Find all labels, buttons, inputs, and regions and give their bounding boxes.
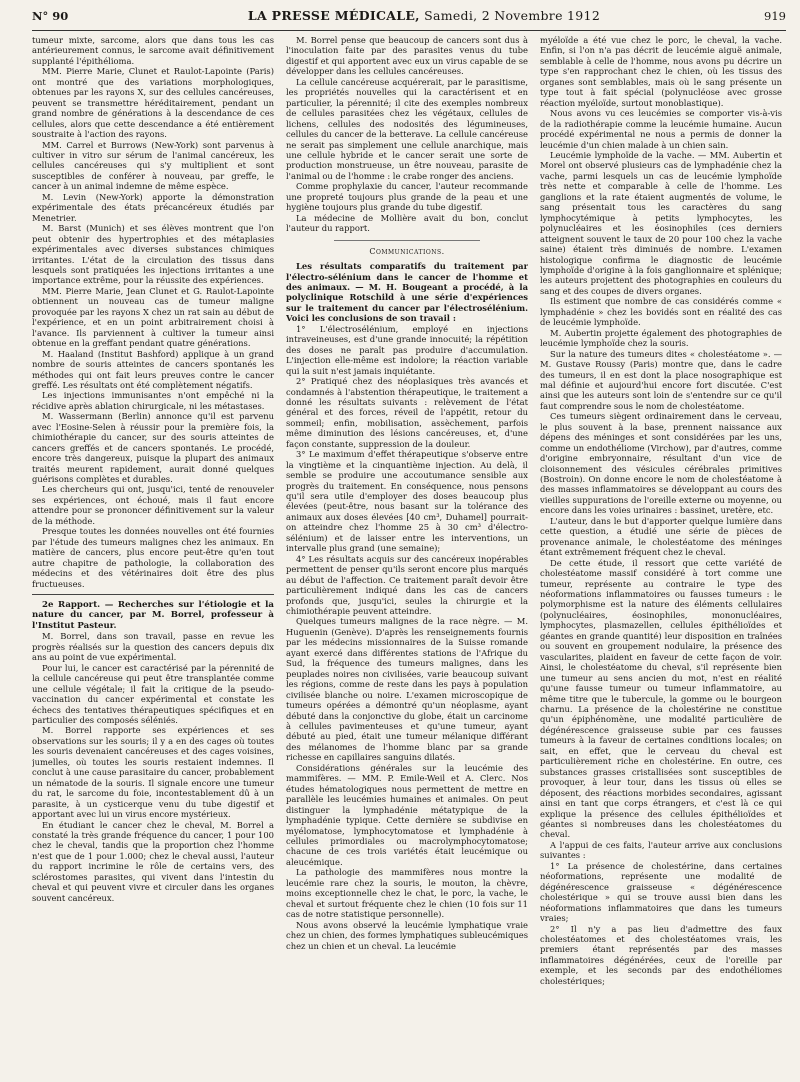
paragraph: MM. Pierre Marie, Clunet et Raulot-Lapointe (Paris) ont montré que des variations morphologiques, obtenues par les rayons X, sur des cellules cancéreuses, peuvent se transmettre héréditairement, pendant un grand nombre de générations à la descendance de ces cellules, alors que cette descendance a été entièrement soustraite à l'action des rayons. <box>32 66 274 140</box>
paragraph: Ces tumeurs siègent ordinairement dans le cerveau, le plus souvent à la base, prennent naissance aux dépens des méninges et sont considérées par les uns, comme un endothéliome (Virchow), par d'autres, comme d'origine embryonnaire, résultant d'un vice de cloisonnement des vésicules cérébrales primitives (Bostroin). On donne encore le nom de cholestéatome à des masses inflammatoires se développant au cours des vieilles suppurations de l'oreille externe ou moyenne, ou encore dans les voies urinaires : bassinet, uretère, etc. <box>540 411 782 516</box>
paragraph: M. Haaland (Institut Bashford) applique à un grand nombre de souris atteintes de cancers spontanés les méthodes qui ont fait leurs preuves contre le cancer greffé. Les résultats ont été complètement négatifs. <box>32 348 274 390</box>
section-divider <box>334 240 479 241</box>
report-heading: 2e Rapport. — Recherches sur l'étiologie et la nature du cancer, par M. Borrel, professeur à l'Institut Pasteur. <box>32 600 274 631</box>
paragraph: M. Borrel rapporte ses expériences et ses observations sur les souris; il y a en des cages où toutes les souris devenaient cancéreuses et des cages voisines, jumelles, où toutes les souris restaient indemnes. Il conclut à une cause parasitaire du cancer, probablement un nématode de la souris. Il signale encore une tumeur du rat, le sarcome du foie, incontestablement dû à un parasite, à un cysticerque venu du tube digestif et apportant avec lui un virus encore mystérieux. <box>32 725 274 820</box>
paragraph: En étudiant le cancer chez le cheval, M. Borrel a constaté la très grande fréquence du cancer, 1 pour 100 chez le cheval, tandis que la proportion chez l'homme n'est que de 1 pour 1.000; chez le cheval aussi, l'auteur du rapport incrimine le rôle de certains vers, des sclérostomes parasites, qui vivent dans l'intestin du cheval et qui peuvent vivre et circuler dans les organes souvent cancéreux. <box>32 819 274 903</box>
paragraph: M. Borrel, dans son travail, passe en revue les progrès réalisés sur la question des cancers depuis dix ans au point de vue expérimental. <box>32 631 274 663</box>
journal-title: LA PRESSE MÉDICALE, <box>247 8 420 23</box>
paragraph: 1° La présence de cholestérine, dans certaines néoformations, représente une modalité de dégénérescence graisseuse « dégénérescence cholestérique » qui se trouve aussi bien dans les néoformations inflammatoires que dans les tumeurs vraies; <box>540 860 782 924</box>
issue-number: N° 90 <box>32 9 69 23</box>
paragraph: M. Wassermann (Berlin) annonce qu'il est parvenu avec l'Eosine-Selen à réussir pour la première fois, la chimiothérapie du cancer, sur des souris atteintes de cancers greffés et de cancers spontanés. Le procédé, encore très dangereux, puisque la plupart des animaux traités meurent rapidement, aurait donné quelques guérisons complètes et durables. <box>32 411 274 485</box>
paragraph: Les chercheurs qui ont, jusqu'ici, tenté de renouveler ses expériences, ont échoué, mais il faut encore attendre pour se prononcer définitivement sur la valeur de la méthode. <box>32 484 274 526</box>
journal-masthead <box>122 8 726 23</box>
column-3 <box>540 35 782 1079</box>
paragraph: M. Borrel pense que beaucoup de cancers sont dus à l'inoculation faite par des parasites venus du tube digestif et qui apportent avec eux un virus capable de se développer dans les cellules cancéreuses. <box>286 35 528 77</box>
column-2 <box>286 35 528 1079</box>
paragraph: La médecine de Mollière avait du bon, conclut l'auteur du rapport. <box>286 212 528 234</box>
paragraph: tumeur mixte, sarcome, alors que dans tous les cas antérieurement connus, le sarcome avait définitivement supplanté l'épithélioma. <box>32 35 274 66</box>
page-header <box>32 8 786 31</box>
paragraph: MM. Pierre Marie, Jean Clunet et G. Raulot-Lapointe obtiennent un nouveau cas de tumeur maligne provoquée par les rayons X chez un rat sain au début de l'expérience, et en un point arbitrairement choisi à l'avance. Ils parviennent à cultiver la tumeur ainsi obtenue en la greffant pendant quatre générations. <box>32 285 274 349</box>
communication-heading: Quelques tumeurs malignes de la race nègre. — M. Huguenin (Genève). D'après les renseignements fournis par les médecins missionnaires de la Suisse romande ayant exercé dans différentes stations de l'Afrique du Sud, la fréquence des tumeurs malignes, dans les peuplades noires non civilisées, varie beaucoup suivant les régions, comme de reste dans les pays à population civilisée blanche ou noire. L'examen microscopique de tumeurs opérées a démontré qu'un néoplasme, ayant débuté dans la conjonctive du globe, était un carcinome à cellules pavimenteuses et qu'une tumeur, ayant débuté au pied, était une tumeur mélanique différant des mélanomes de l'homme blanc par sa grande richesse en capillaires sanguins dilatés. <box>286 616 528 763</box>
paragraph: Les injections immunisantes n'ont empêché ni la récidive après ablation chirurgicale, ni les métastases. <box>32 390 274 411</box>
paragraph: De cette étude, il ressort que cette variété de cholestéatome massif considéré à tort comme une tumeur, représente au contraire le type des néoformations inflammatoires ou fausses tumeurs : le polymorphisme est la nature des éléments cellulaires (polynucléaires, éosinophiles, mononucléaires, lymphocytes, plasmazellen, cellules épithélioïdes et géantes en grande quantité) leur disposition en traînées ou souvent en groupement nodulaire, la présence des vascularites, plaident en faveur de cette façon de voir. Ainsi, le cholestéatome du cheval, s'il représente bien une tumeur au sens ancien du mot, n'est en réalité qu'une fausse tumeur ou tumeur inflammatoire, au même titre que le tubercule, la gomme ou le bourgeon charnu. La présence de la cholestérine ne constitue qu'un épiphénomène, une modalité particulière de dégénérescence graisseuse subie par ces fausses tumeurs à la faveur de certaines conditions locales; on sait, en effet, que le cerveau du cheval est particulièrement riche en cholestérine. En outre, ces substances grasses cristallisées sont susceptibles de provoquer, à leur tour, dans les tissus où elles se déposent, des réactions morbides secondaires, agissant ainsi en tant que corps étrangers, et c'est là ce qui explique la présence des cellules épithélioïdes et géantes si nombreuses dans les cholestéatomes du cheval. <box>540 557 782 840</box>
paragraph: M. Barst (Munich) et ses élèves montrent que l'on peut obtenir des hypertrophies et des métaplasies expérimentales avec diverses substances chimiques irritantes. L'état de la circulation des tissus dans lesquels sont pratiquées les injections irritantes a une importance extrême, pour la réussite des expériences. <box>32 223 274 286</box>
paragraph: myéloïde a été vue chez le porc, le cheval, la vache. Enfin, si l'on n'a pas décrit de leucémie aiguë animale, semblable à celle de l'homme, nous avons pu décrire un type s'en rapprochant chez le chien, où les tissus des organes sont semblables, mais où le sang présente un type tout à fait spécial (polynucléose avec grosse réaction myéloïde, surtout monoblastique). <box>540 35 782 108</box>
paragraph: 1° L'électrosélénium, employé en injections intraveineuses, est d'une grande innocuité; la répétition des doses ne paraît pas produire d'accumulation. L'injection elle-même est indolore; la réaction variable qui la suit n'est jamais inquiétante. <box>286 323 528 376</box>
communication-heading: Considérations générales sur la leucémie des mammifères. — MM. P. Emile-Weil et A. Clerc. Nos études hématologiques nous permettent de mettre en parallèle les leucémies humaines et animales. On peut distinguer la lymphadénie métatypique de la lymphadénie typique. Cette dernière se subdivise en myélomatose, lymphocytomatose et lymphadénie à cellules primordiales ou macrolymphocytomatose; chacune de ces trois variétés était leucémique ou aleucémique. <box>286 762 528 867</box>
section-title: Communications. <box>369 246 445 256</box>
paragraph: M. Aubertin projette également des photographies de leucémie lymphoïde chez la souris. <box>540 327 782 349</box>
text-columns <box>32 35 786 1079</box>
paragraph: Nous avons vu ces leucémies se comporter vis-à-vis de la radiothérapie comme la leucémie humaine. Aucun procédé expérimental ne nous a permis de donner la leucémie d'un chien malade à un chien sain. <box>540 108 782 150</box>
communication-heading: Les résultats comparatifs du traitement par l'électro-sélénium dans le cancer de l'homme et des animaux. — M. H. Bougeant a procédé, à la polyclinique Rotschild à une série d'expériences sur le traitement du cancer par l'électrosélénium. Voici les conclusions de son travail : <box>286 261 528 324</box>
section-divider <box>32 594 274 595</box>
communication-heading: Sur la nature des tumeurs dites « cholestéatome ». — M. Gustave Roussy (Paris) montre que, dans le cadre des tumeurs, il en est dont la place nosographique est mal définie et aujourd'hui encore fort discutée. C'est ainsi que les auteurs sont loin de s'entendre sur ce qu'il faut comprendre sous le nom de cholestéatome. <box>540 348 782 411</box>
paragraph: La pathologie des mammifères nous montre la leucémie rare chez la souris, le mouton, la chèvre, moins exceptionnelle chez le chat, le porc, la vache, le cheval et surtout fréquente chez le chien (10 fois sur 11 cas de notre statistique personnelle). <box>286 867 528 920</box>
communication-heading: Leucémie lymphoïde de la vache. — MM. Aubertin et Morel ont observé plusieurs cas de lymphadénie chez la vache, parmi lesquels un cas de leucémie lymphoïde très nette et comparable à celle de l'homme. Les ganglions et la rate étaient augmentés de volume, le sang présentait tous les caractères du sang lymphocytémique à petits lymphocytes, les polynucléaires et les éosinophiles (ces derniers atteignent souvent le taux de 20 pour 100 chez la vache saine) étaient très diminués de nombre. L'examen histologique confirma le diagnostic de leucémie lymphoïde d'origine à la fois ganglionnaire et splénique; les auteurs projettent des photographies en couleurs du sang et des coupes de divers organes. <box>540 149 782 296</box>
paragraph: L'auteur, dans le but d'apporter quelque lumière dans cette question, a étudié une série de pièces de provenance animale, le cholestéatome des méninges étant extrêmement fréquent chez le cheval. <box>540 515 782 558</box>
issue-date: Samedi, 2 Novembre 1912 <box>424 8 601 23</box>
paragraph: Ils estiment que nombre de cas considérés comme « lymphadénie » chez les bovidés sont en réalité des cas de leucémie lymphoïde. <box>540 296 782 328</box>
paragraph: 2° Pratiqué chez des néoplasiques très avancés et condamnés à l'abstention thérapeutique, le traitement a donné les résultats suivants : relèvement de l'état général et des forces, réveil de l'appétit, retour du sommeil; enfin, mobilisation, assèchement, parfois même diminution des lésions cancéreuses, et, d'une façon constante, suppression de la douleur. <box>286 376 528 449</box>
paragraph: La cellule cancéreuse acquérerait, par le parasitisme, les propriétés nouvelles qui la caractérisent et en particulier, la pérennité; il cite des exemples nombreux de cellules parasitées chez les végétaux, cellules de lichens, cellules des nodosités des légumineuses, cellules du cancer de la betterave. La cellule cancéreuse ne serait pas simplement une cellule anarchique, mais une cellule hybride et le cancer serait une sorte de production monstrueuse, un être nouveau, parasite de l'animal ou de l'homme : le crabe ronger des anciens. <box>286 76 528 181</box>
paragraph: Pour lui, le cancer est caractérisé par la pérennité de la cellule cancéreuse qui peut être transplantée comme une cellule végétale; il fait la critique de la pseudo-vaccination du cancer expérimental et constate les échecs des tentatives thérapeutiques spécifiques et en particulier des composés séléniés. <box>32 662 274 725</box>
paragraph: MM. Carrel et Burrows (New-York) sont parvenus à cultiver in vitro sur sérum de l'animal cancéreux, les cellules cancéreuses qui s'y multiplient et sont susceptibles de conférer à nouveau, par greffe, le cancer à un animal indemne de même espèce. <box>32 139 274 192</box>
paragraph: M. Levin (New-York) apporte la démonstration expérimentale des états précancéreux étudiés par Menetrier. <box>32 191 274 223</box>
column-1 <box>32 35 274 1079</box>
paragraph: 2° Il n'y a pas lieu d'admettre des faux cholestéatomes et des cholestéatomes vrais, les premiers étant représentés par des masses inflammatoires dégénérées, ceux de l'oreille par exemple, et les seconds par des endothéliomes cholestériques; <box>540 923 782 986</box>
paragraph: Comme prophylaxie du cancer, l'auteur recommande une propreté toujours plus grande de la peau et une hygiène toujours plus grande du tube digestif. <box>286 181 528 213</box>
paragraph: Nous avons observé la leucémie lymphatique vraie chez un chien, des formes lymphatiques subleucémiques chez un chien et un cheval. La leucémie <box>286 919 528 951</box>
paragraph: A l'appui de ces faits, l'auteur arrive aux conclusions suivantes : <box>540 839 782 861</box>
paragraph: 4° Les résultats acquis sur des cancéreux inopérables permettent de penser qu'ils seront encore plus marqués au début de l'affection. Ce traitement paraît devoir être particulièrement indiqué dans les cas de cancers profonds que, jusqu'ici, seules la chirurgie et la chimiothérapie peuvent atteindre. <box>286 553 528 617</box>
paragraph: 3° Le maximum d'effet thérapeutique s'observe entre la vingtième et la cinquantième injection. Au delà, il semble se produire une accoutumance sensible aux progrès du traitement. En conséquence, nous pensons qu'il sera utile d'employer des doses beaucoup plus élevées (peut-être, nous basant sur la tolérance des animaux aux doses élevées [40 cm³, Duhamel] pourrait-on atteindre chez l'homme 25 à 30 cm³ d'électro-sélénium) et de laisser entre les interventions, un intervalle plus grand (une semaine); <box>286 449 528 554</box>
paragraph: Presque toutes les données nouvelles ont été fournies par l'étude des tumeurs malignes chez les animaux. En matière de cancers, plus encore peut-être qu'en tout autre chapitre de pathologie, la collaboration des médecins et des vétérinaires doit être des plus fructueuses. <box>32 526 274 589</box>
page-number: 919 <box>764 9 786 23</box>
